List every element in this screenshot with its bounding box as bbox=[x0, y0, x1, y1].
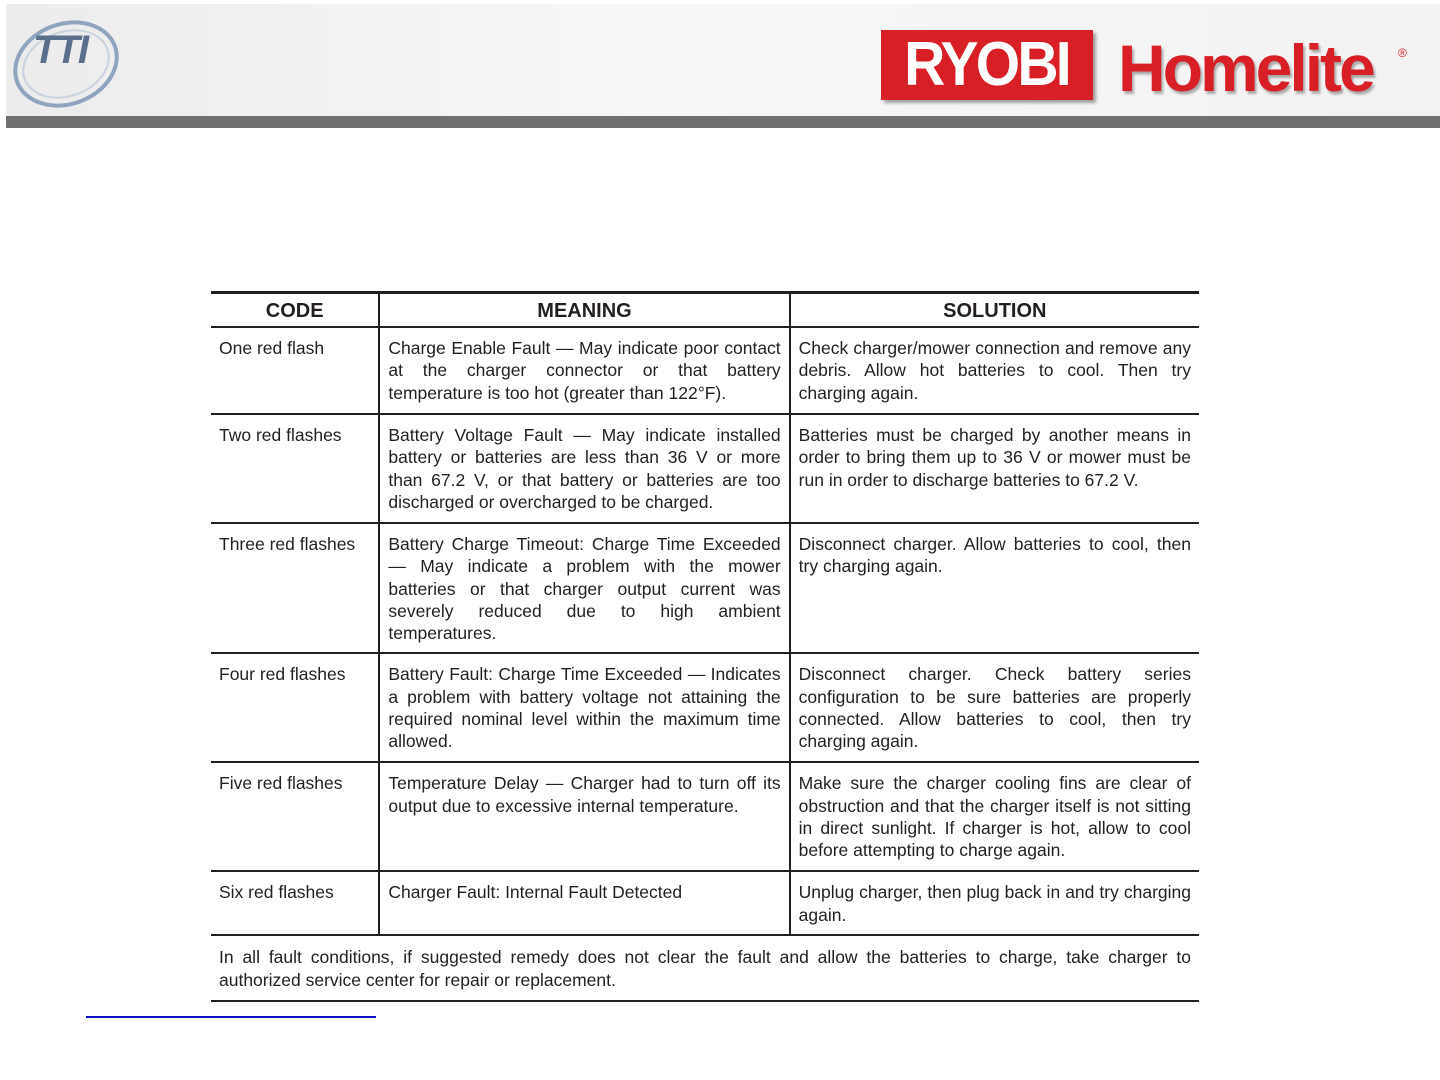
solution-cell: Unplug charger, then plug back in and try charging again. bbox=[790, 871, 1199, 935]
code-cell: Six red flashes bbox=[211, 871, 379, 935]
table-row bbox=[211, 653, 1199, 762]
fault-code-table bbox=[211, 291, 1199, 1002]
meaning-cell: Charger Fault: Internal Fault Detected bbox=[379, 871, 789, 935]
meaning-cell: Battery Voltage Fault — May indicate installed battery or batteries are less than 36 V or more than 67.2 V, or that battery or batteries are too discharged or overcharged to be charged. bbox=[379, 414, 789, 523]
table-header-row bbox=[211, 293, 1199, 328]
ryobi-logo-text: RYOBI bbox=[904, 30, 1070, 99]
solution-cell: Batteries must be charged by another means in order to bring them up to 36 V or mower must be run in order to discharge batteries to 67.2 V. bbox=[790, 414, 1199, 523]
meaning-cell: Charge Enable Fault — May indicate poor contact at the charger connector or that battery temperature is too hot (greater than 122°F). bbox=[379, 327, 789, 414]
homelite-logo-text: Homelite bbox=[1118, 31, 1373, 105]
tti-logo-text: TTI bbox=[33, 28, 87, 72]
code-cell: Three red flashes bbox=[211, 523, 379, 653]
code-cell: Five red flashes bbox=[211, 762, 379, 871]
table-row bbox=[211, 762, 1199, 871]
meaning-cell: Temperature Delay — Charger had to turn off its output due to excessive internal temperature. bbox=[379, 762, 789, 871]
fault-note: In all fault conditions, if suggested remedy does not clear the fault and allow the batteries to charge, take charger to authorized service center for repair or replacement. bbox=[211, 935, 1199, 1001]
solution-cell: Disconnect charger. Check battery series configuration to be sure batteries are properly connected. Allow batteries to cool, then try charging again. bbox=[790, 653, 1199, 762]
table-row bbox=[211, 871, 1199, 935]
code-cell: One red flash bbox=[211, 327, 379, 414]
solution-cell: Make sure the charger cooling fins are clear of obstruction and that the charger itself is not sitting in direct sunlight. If charger is hot, allow to cool before attempting to charge again. bbox=[790, 762, 1199, 871]
table-row bbox=[211, 414, 1199, 523]
solution-cell: Disconnect charger. Allow batteries to cool, then try charging again. bbox=[790, 523, 1199, 653]
table-row bbox=[211, 523, 1199, 653]
header-divider-bar bbox=[6, 116, 1440, 128]
code-cell: Four red flashes bbox=[211, 653, 379, 762]
meaning-cell: Battery Fault: Charge Time Exceeded — Indicates a problem with battery voltage not attaining the required nominal level within the maximum time allowed. bbox=[379, 653, 789, 762]
meaning-cell: Battery Charge Timeout: Charge Time Exceeded — May indicate a problem with the mower batteries or that charger output current was severely reduced due to high ambient temperatures. bbox=[379, 523, 789, 653]
table-note-row bbox=[211, 935, 1199, 1001]
code-cell: Two red flashes bbox=[211, 414, 379, 523]
ryobi-logo bbox=[881, 30, 1093, 100]
header-meaning: MEANING bbox=[379, 293, 789, 328]
header-solution: SOLUTION bbox=[790, 293, 1199, 328]
registered-mark: ® bbox=[1398, 46, 1407, 60]
header-code: CODE bbox=[211, 293, 379, 328]
solution-cell: Check charger/mower connection and remove any debris. Allow hot batteries to cool. Then try charging again. bbox=[790, 327, 1199, 414]
table-row bbox=[211, 327, 1199, 414]
footer-link-underline[interactable] bbox=[86, 1016, 376, 1018]
